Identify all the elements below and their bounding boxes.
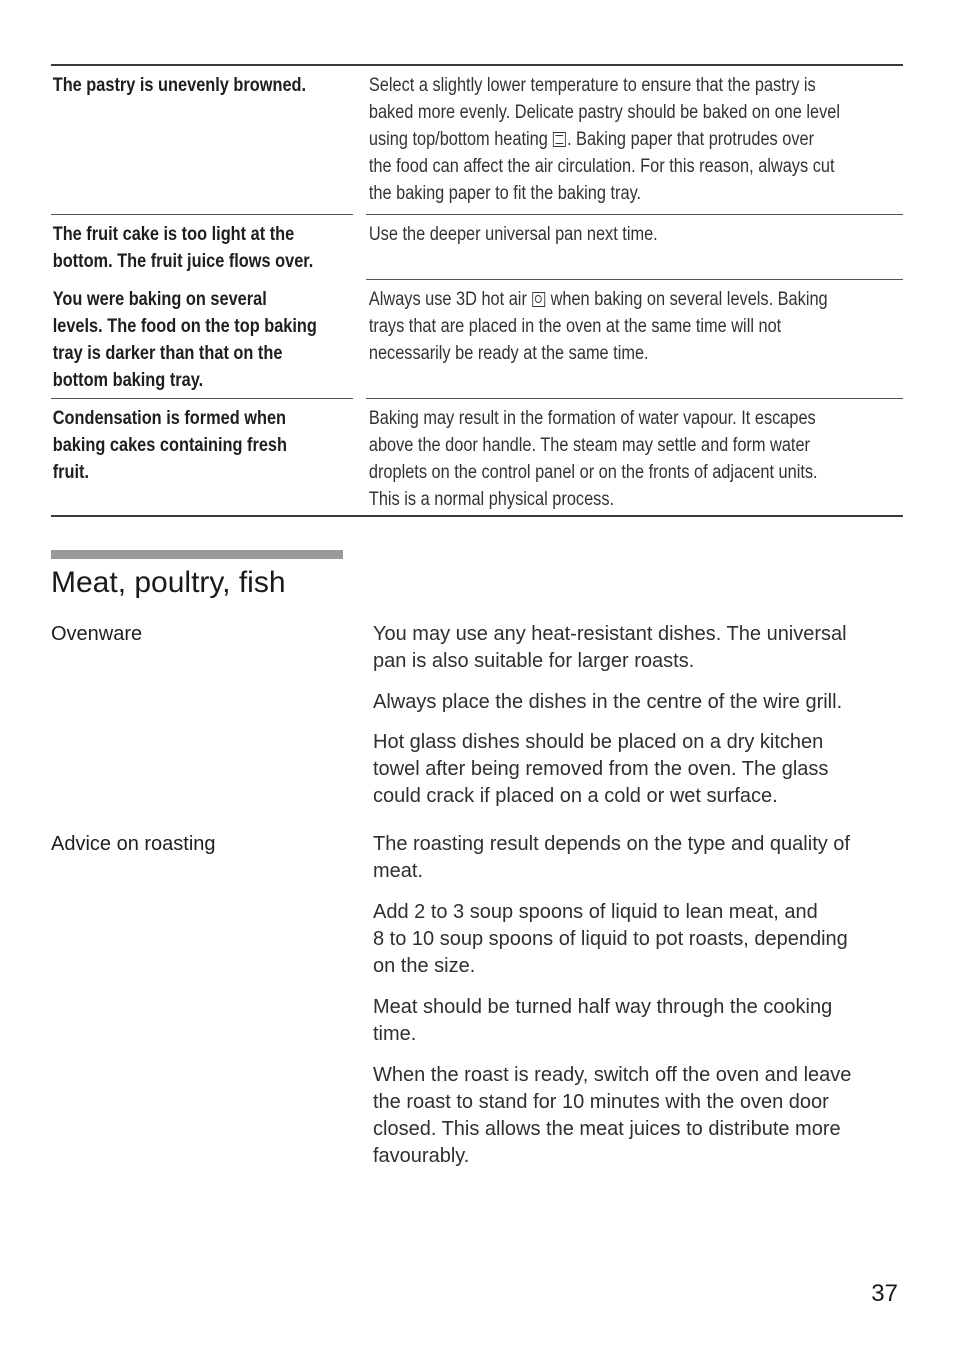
- problem-line: bottom. The fruit juice flows over.: [52, 251, 314, 272]
- 3d-hot-air-icon: [532, 292, 545, 307]
- section-accent-bar: [51, 550, 343, 559]
- table-bottom-rule: [51, 515, 903, 517]
- problem-line: You were baking on several: [52, 289, 267, 310]
- paragraph: [373, 831, 903, 885]
- remedy-line: [369, 286, 907, 313]
- paragraph-line: favourably.: [373, 1145, 470, 1167]
- paragraph-line: time.: [373, 1023, 417, 1045]
- problem-line: levels. The food on the top baking: [52, 316, 317, 337]
- page-number: 37: [871, 1280, 898, 1307]
- remedy-line: [369, 126, 907, 153]
- troubleshooting-table: [51, 64, 903, 517]
- remedy-line: This is a normal physical process.: [368, 489, 615, 510]
- paragraph: [373, 899, 903, 980]
- remedy-line: the food can affect the air circulation. For this reason, always cut: [368, 156, 835, 177]
- paragraph-line: You may use any heat-resistant dishes. The universal: [373, 623, 847, 645]
- problem-line: The fruit cake is too light at the: [52, 224, 295, 245]
- remedy-line: above the door handle. The steam may settle and form water: [368, 435, 810, 456]
- remedy-cell: [368, 399, 906, 513]
- advice-on-roasting-label: Advice on roasting: [51, 833, 216, 855]
- paragraph-line: 8 to 10 soup spoons of liquid to pot roasts, depending: [373, 928, 848, 950]
- remedy-line: trays that are placed in the oven at the same time will not: [368, 316, 782, 337]
- paragraph-line: The roasting result depends on the type and quality of: [373, 833, 850, 855]
- problem-cell: [51, 280, 317, 399]
- problem-line: baking cakes containing fresh: [52, 435, 288, 456]
- paragraph: [373, 621, 903, 675]
- remedy-line: the baking paper to fit the baking tray.: [368, 183, 642, 204]
- remedy-cell: [368, 280, 906, 367]
- table-row: [51, 280, 903, 399]
- remedy-line: Use the deeper universal pan next time.: [368, 224, 658, 245]
- problem-cell: [51, 215, 314, 280]
- remedy-text: using top/bottom heating: [368, 129, 553, 150]
- remedy-text: . Baking paper that protrudes over: [566, 129, 815, 150]
- paragraph-line: towel after being removed from the oven. The glass: [373, 758, 829, 780]
- table-row: [51, 399, 903, 517]
- paragraph: [373, 994, 903, 1048]
- section-title: Meat, poultry, fish: [51, 566, 286, 599]
- table-row: [51, 66, 903, 215]
- paragraph: [373, 689, 903, 716]
- paragraph-line: closed. This allows the meat juices to distribute more: [373, 1118, 841, 1140]
- paragraph-line: When the roast is ready, switch off the oven and leave: [373, 1064, 852, 1086]
- top-bottom-heating-icon: [553, 132, 566, 147]
- problem-line: bottom baking tray.: [52, 370, 204, 391]
- paragraph: [373, 1062, 903, 1170]
- problem-line: Condensation is formed when: [52, 408, 287, 429]
- paragraph-line: Add 2 to 3 soup spoons of liquid to lean meat, and: [373, 901, 818, 923]
- ovenware-label: Ovenware: [51, 623, 143, 645]
- remedy-cell: [368, 66, 906, 207]
- remedy-line: baked more evenly. Delicate pastry should be baked on one level: [368, 102, 840, 123]
- remedy-line: droplets on the control panel or on the fronts of adjacent units.: [368, 462, 818, 483]
- problem-line: tray is darker than that on the: [52, 343, 283, 364]
- paragraph-line: Always place the dishes in the centre of the wire grill.: [373, 691, 843, 713]
- paragraph-line: the roast to stand for 10 minutes with the oven door: [373, 1091, 829, 1113]
- problem-line: fruit.: [52, 462, 90, 483]
- remedy-cell: [368, 215, 906, 248]
- table-row: [51, 215, 903, 280]
- paragraph-line: meat.: [373, 860, 424, 882]
- paragraph-line: Hot glass dishes should be placed on a dry kitchen: [373, 731, 824, 753]
- paragraph-line: Meat should be turned half way through the cooking: [373, 996, 833, 1018]
- remedy-text: when baking on several levels. Baking: [546, 289, 828, 310]
- paragraph: [373, 729, 903, 810]
- remedy-text: Always use 3D hot air: [368, 289, 532, 310]
- paragraph-line: could crack if placed on a cold or wet surface.: [373, 785, 778, 807]
- problem-cell: [51, 399, 311, 517]
- remedy-line: Baking may result in the formation of water vapour. It escapes: [368, 408, 816, 429]
- remedy-line: Select a slightly lower temperature to ensure that the pastry is: [368, 75, 816, 96]
- problem-line: The pastry is unevenly browned.: [52, 75, 307, 96]
- remedy-line: necessarily be ready at the same time.: [368, 343, 649, 364]
- problem-cell: [51, 66, 311, 215]
- paragraph-line: pan is also suitable for larger roasts.: [373, 650, 695, 672]
- paragraph-line: on the size.: [373, 955, 476, 977]
